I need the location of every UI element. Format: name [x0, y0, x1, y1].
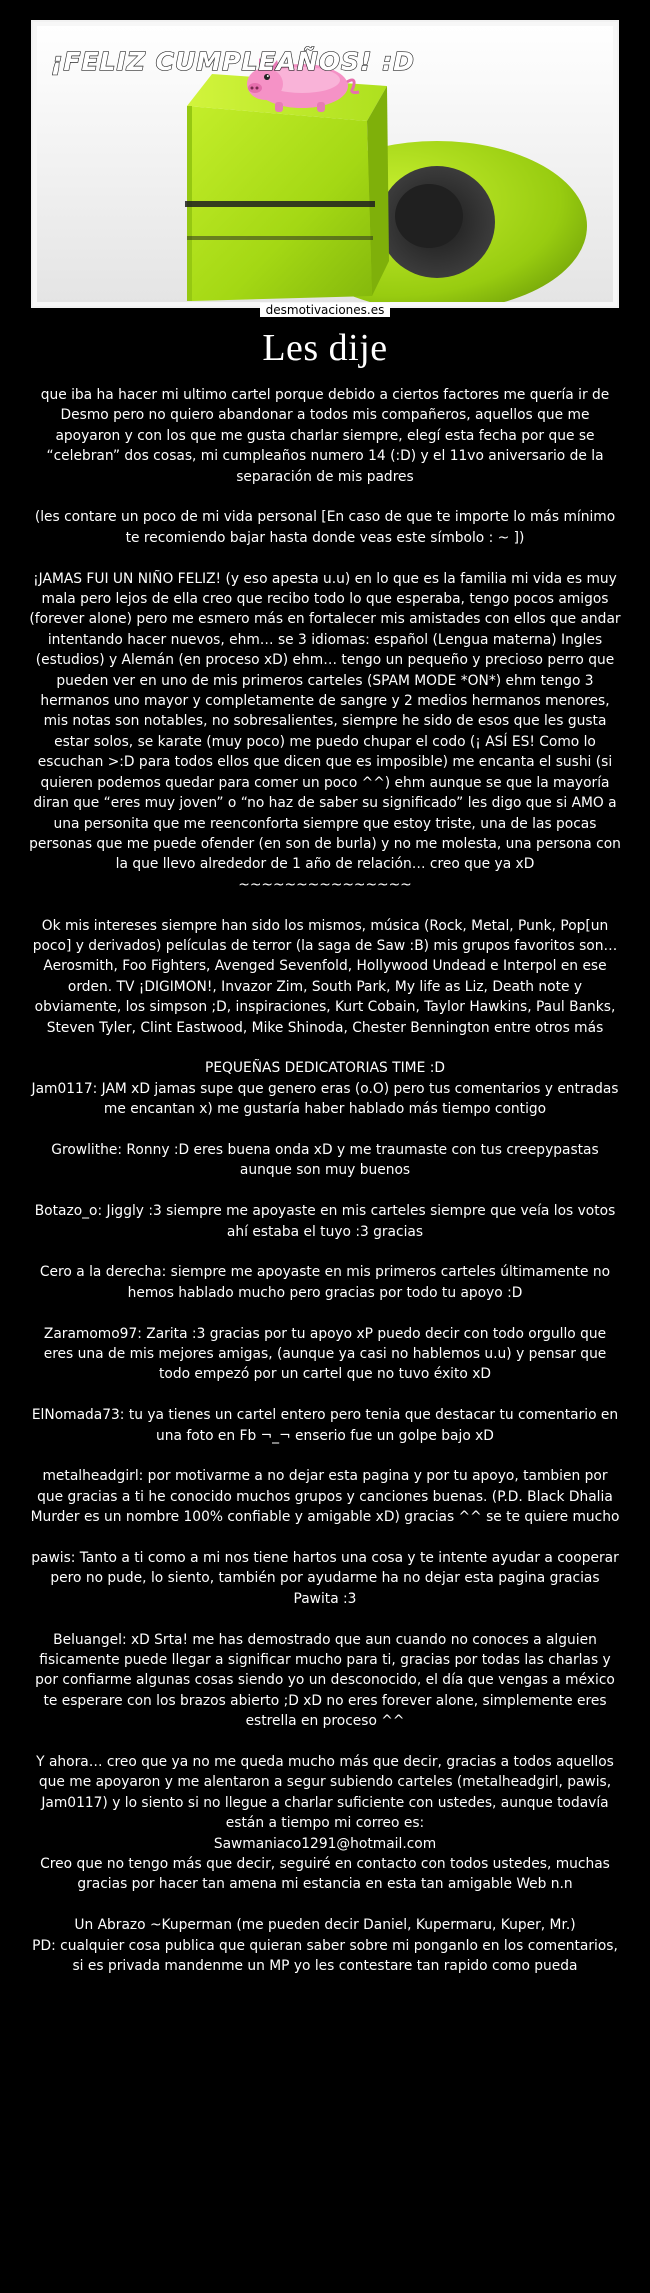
- body-paragraph: metalheadgirl: por motivarme a no dejar esta pagina y por tu apoyo, tambien por que gracias a ti he conocido muchos grupos y canciones buenas. (P.D. Black Dhalia Murder es un nombre 100% confiable y amigable xD) gracias ^^ se te quiere mucho: [30, 1468, 620, 1526]
- body-paragraph: Zaramomo97: Zarita :3 gracias por tu apoyo xP puedo decir con todo orgullo que eres una de mis mejores amigas, (aunque ya casi no hablemos u.u) y pensar que todo empezó por un cartel que no tuvo éxito xD: [43, 1325, 607, 1383]
- body-paragraph: que iba ha hacer mi ultimo cartel porque debido a ciertos factores me quería ir de Desmo pero no quiero abandonar a todos mis compañeros, aquellos que me apoyaron y con los que me gusta charlar siempre, elegí esta fecha por que se “celebran” dos cosas, mi cumpleaños numero 14 (:D) y el 11vo aniversario de la separación de mis padres: [40, 387, 610, 485]
- body-paragraph: pawis: Tanto a ti como a mi nos tiene hartos una cosa y te intente ayudar a cooperar pero no pude, lo siento, también por ayudarme ha no dejar esta pagina gracias Pawita :3: [31, 1549, 619, 1607]
- body-paragraph: Y ahora… creo que ya no me queda mucho más que decir, gracias a todos aquellos que me apoyaron y me alentaron a segur subiendo carteles (metalheadgirl, pawis, Jam0117) y lo siento si no llegue a charlar suficiente con ustedes, aunque todavía están a tiempo mi correo es: Sawmaniaco1291@hotmail.com Creo que no tengo más que decir, seguiré en contacto con todos ustedes, muchas gracias por hacer tan amena mi estancia en esta tan amigable Web n.n: [36, 1754, 614, 1893]
- body-paragraph: Un Abrazo ~Kuperman (me pueden decir Daniel, Kupermaru, Kuper, Mr.) PD: cualquier cosa publica que quieran saber sobre mi ponganlo en los comentarios, si es privada mandenme un MP yo les contestare tan rapido como pueda: [32, 1917, 618, 1975]
- body-paragraph: Ok mis intereses siempre han sido los mismos, música (Rock, Metal, Punk, Pop[un poco] y derivados) películas de terror (la saga de Saw :B) mis grupos favoritos son… Aerosmith, Foo Fighters, Avenged Sevenfold, Hollywood Undead e Interpol en ese orden. TV ¡DIGIMON!, Invazor Zim, South Park, My life as Liz, Death note y obviamente, los simpson ;D, inspiraciones, Kurt Cobain, Taylor Hawkins, Paul Banks, Steven Tyler, Clint Eastwood, Mike Shinoda, Chester Bennington entre otros más: [32, 917, 618, 1036]
- body-paragraph: PEQUEÑAS DEDICATORIAS TIME :D Jam0117: JAM xD jamas supe que genero eras (o.O) pero tus comentarios y entradas me encantan x) me gustaría haber hablado más tiempo contigo: [31, 1060, 619, 1118]
- banner-text: ¡FELIZ CUMPLEAÑOS! :D: [51, 47, 415, 76]
- body-paragraph: Cero a la derecha: siempre me apoyaste en mis primeros carteles últimamente no hemos hablado mucho pero gracias por todo tu apoyo :D: [39, 1264, 611, 1301]
- body-paragraph: Growlithe: Ronny :D eres buena onda xD y me traumaste con tus creepypastas aunque son muy buenos: [51, 1141, 599, 1179]
- body-paragraph: ElNomada73: tu ya tienes un cartel entero pero tenia que destacar tu comentario en una foto en Fb ¬_¬ enserio fue un golpe bajo xD: [31, 1407, 619, 1444]
- poster-image: [37, 26, 613, 302]
- body-paragraph: (les contare un poco de mi vida personal [En caso de que te importe lo más mínimo te recomiendo bajar hasta donde veas este símbolo : ~ ]): [34, 509, 616, 546]
- body-paragraph: ¡JAMAS FUI UN NIÑO FELIZ! (y eso apesta u.u) en lo que es la familia mi vida es muy mala pero lejos de ella creo que recibo todo lo que esperaba, tengo pocos amigos (forever alone) pero me esmero más en fortalecer mis amistades con ellos que andar intentando hacer nuevos, ehm… se 3 idiomas: español (Lengua materna) Ingles (estudios) y Alemán (en proceso xD) ehm… tengo un pequeño y precioso perro que pueden ver en uno de mis primeros carteles (SPAM MODE *ON*) ehm tengo 3 hermanos uno mayor y completamente de sangre y 2 medios hermanos menores, mis notas son notables, no sobresalientes, siempre he sido de esos que les gusta estar solos, se karate (muy poco) me puedo chupar el codo (¡ ASÍ ES! Como lo escuchan >:D para todos ellos que dicen que es imposible) me encanta el sushi (si quieren podemos quedar para comer un poco ^^) ehm aunque se que la mayoría diran que “eres muy joven” o “no haz de saber su significado” les digo que si AMO a una personita que me reenconforta siempre que estoy triste, una de las pocas personas que me puede ofender (en son de burla) y no me molesta, una persona con la que llevo alrededor de 1 año de relación… creo que ya xD ~~~~~~~~~~~~~~~: [29, 570, 621, 893]
- poster-title: Les dije: [262, 327, 388, 369]
- site-watermark[interactable]: [0, 303, 650, 317]
- body-paragraph: Beluangel: xD Srta! me has demostrado que aun cuando no conoces a alguien fisicamente puede llegar a significar mucho para ti, gracias por todas las charlas y por confiarme algunas cosas siendo yo un desconocido, el día que vengas a méxico te esperare con los brazos abierto ;D xD no eres forever alone, simplemente eres estrella en proceso ^^: [35, 1631, 615, 1730]
- body-paragraph: Botazo_o: Jiggly :3 siempre me apoyaste en mis carteles siempre que veía los votos ahí estaba el tuyo :3 gracias: [34, 1203, 616, 1240]
- site-watermark-label: desmotivaciones.es: [260, 303, 391, 317]
- poster-body: [28, 385, 622, 1997]
- birthday-cake-illustration: [37, 26, 613, 302]
- poster-image-frame: [31, 20, 619, 308]
